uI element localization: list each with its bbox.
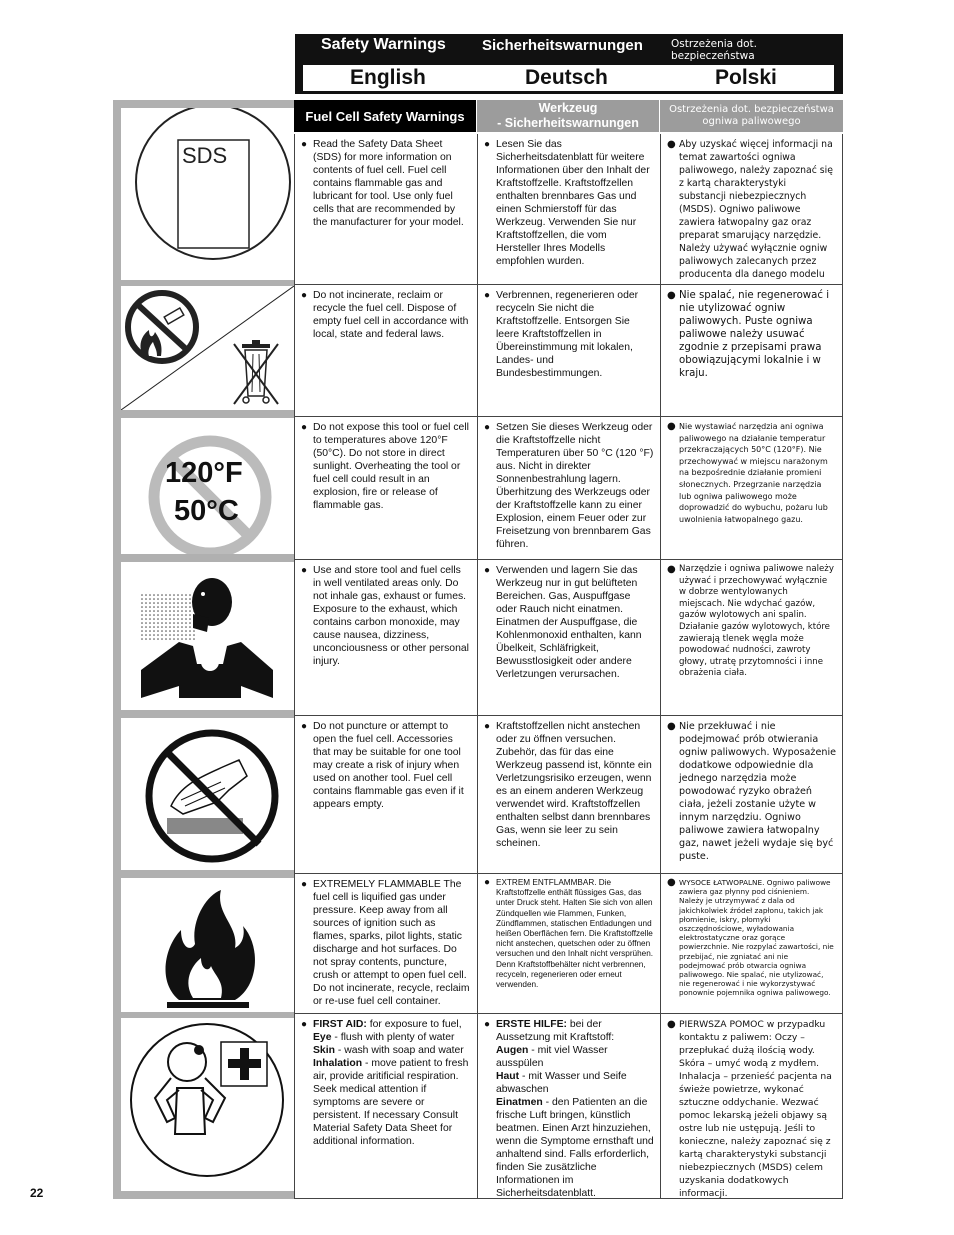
row4-deutsch: ● Verwenden und lagern Sie das Werkzeug nur in gut belüfteten Bereichen. Gas, Auspuffgase oder Rauch nicht einatmen. Einatmen der Auspuffgase, die Kohlenmonoxid enthalten, kann Übelkeit, Schläfrigkeit, Bewusstlosigkeit oder andere Verletzungen verursachen.: [477, 560, 660, 716]
row6-english: ● EXTREMELY FLAMMABLE The fuel cell is liquified gas under pressure. Keep away from all sources of ignition such as flames, sparks, pilot lights, static discharge and hot surfaces. Do not spray contents, puncture, crush or attempt to open fuel cell. Do not incinerate, recycle, reclaim or re-use fuel cell container.: [294, 874, 477, 1014]
row3-deutsch: ● Setzen Sie dieses Werkzeug oder die Kraftstoffzelle nicht Temperaturen über 50 °C (120 °F) aus. Nicht in direkter Sonnenbestrahlung lagern. Überhitzung des Werkzeugs oder der Kraftstoffzelle kann zu einer Explosion, einem Feuer oder zur Freisetzung von brennbarem Gas führen.: [477, 417, 660, 560]
sds-icon-cell: [121, 108, 294, 280]
row2-english: ● Do not incinerate, reclaim or recycle the fuel cell. Dispose of empty fuel cell in accordance with local, state and federal laws.: [294, 285, 477, 417]
row5-deutsch: ● Kraftstoffzellen nicht anstechen oder zu öffnen versuchen. Zubehör, das für das eine Werkzeug passend ist, könnte ein Verletzungsrisiko erzeugen, wenn es an einem anderen Werkzeug verwendet wird. Kraftstoffzellen enthalten selbst dann brennbares Gas, wenn sie leer zu sein scheinen.: [477, 716, 660, 874]
language-bar: [303, 65, 834, 91]
safety-warnings-de: Sicherheitswarnungen: [482, 37, 643, 54]
row1-english: ● Read the Safety Data Sheet (SDS) for more information on contents of fuel cell. Fuel cell contains flammable gas and lubricant for tool. Use only fuel cells that are recommended by the manufacturer for your model.: [294, 134, 477, 285]
temperature-icon-cell: [121, 418, 294, 554]
crossed-bin-icon: [234, 340, 278, 404]
lang-english: English: [350, 66, 426, 89]
temp-fahrenheit: 120°F: [165, 457, 243, 489]
column-header-polski: Ostrzeżenia dot. bezpieczeństwa ogniwa paliwowego: [660, 100, 843, 132]
no-incinerate-icon: [121, 286, 294, 410]
row6-polski: ● WYSOCE ŁATWOPALNE. Ogniwo paliwowe zawiera gaz płynny pod ciśnieniem. Należy je utrzymywać z dala od jakichkolwiek źródeł zapłonu, takich jak płomienie, iskry, płomyki oszczędnościowe, wyładowania elektrostatyczne oraz gorące powierzchnie. Nie rozpylać zawartości, nie przebijać, nie zgniatać ani nie podejmować prób otwarcia ogniwa paliwowego. Nie spalać, nie utylizować, nie regenerować i nie wykorzystywać ponownie pojemnika ogniwa paliwowego.: [660, 874, 843, 1014]
first-aid-icon-cell: [121, 1018, 294, 1191]
flame-icon: [121, 878, 294, 1012]
column-header-deutsch: Werkzeug - Sicherheitswarnungen: [477, 100, 659, 132]
no-incinerate-icon-cell: [121, 286, 294, 410]
lang-polski: Polski: [715, 66, 777, 89]
row2-deutsch: ● Verbrennen, regenerieren oder recyceln Sie nicht die Kraftstoffzelle. Entsorgen Sie leere Kraftstoffzellen in Übereinstimmung mit lokalen, Landes- und Bundesbestimmungen.: [477, 285, 660, 417]
safety-warnings-en: Safety Warnings: [321, 36, 446, 53]
no-puncture-icon-cell: [121, 718, 294, 870]
no-puncture-icon: [121, 718, 294, 870]
row7-deutsch: ● ERSTE HILFE: bei der Aussetzung mit Kraftstoff: Augen - mit viel Wasser ausspülen Haut - mit Wasser und Seife abwaschen Einatmen - den Patienten an die frische Luft bringen, künstlich beatmen. Einen Arzt hinzuziehen, wenn die Symptome ernsthaft und anhaltend sind. Falls erforderlich, finden Sie zusätzliche Informationen im Sicherheitsdatenblatt.: [477, 1014, 660, 1199]
no-heat-icon: [121, 418, 294, 554]
row7-english: ● FIRST AID: for exposure to fuel, Eye - flush with plenty of water Skin - wash with soap and water Inhalation - move patient to fresh air, provide aritificial respiration. Seek medical attention if symptoms are severe or persistent. If necessary Consult Material Safety Data Sheet for additional information.: [294, 1014, 477, 1199]
page-header: [295, 34, 843, 94]
lang-deutsch: Deutsch: [525, 66, 608, 89]
row4-english: ● Use and store tool and fuel cells in well ventilated areas only. Do not inhale gas, exhaust or fumes. Exposure to the exhaust, which contains carbon monoxide, may cause nausea, dizziness, unconciousness or other personal injury.: [294, 560, 477, 716]
row2-polski: ● Nie spalać, nie regenerować i nie utylizować ogniw paliwowych. Puste ogniwa paliwowe należy usuwać zgodnie z przepisami prawa obowiązującymi lokalnie i w kraju.: [660, 285, 843, 417]
row3-english: ● Do not expose this tool or fuel cell to temperatures above 120°F (50°C). Do not store in direct sunlight. Overheating the tool or fuel cell could result in an explosion, fire or release of flammable gas.: [294, 417, 477, 560]
warnings-table: [113, 100, 843, 1199]
icon-column: [113, 100, 294, 1199]
inhalation-hazard-icon: [121, 562, 294, 710]
row1-polski: ● Aby uzyskać więcej informacji na temat zawartości ogniwa paliwowego, należy zapoznać się z kartą charakterystyki substancji niebezpiecznych (MSDS). Ogniwo paliwowe zawiera łatwopalny gaz oraz preparat smarujący narzędzie. Należy używać wyłącznie ogniw paliwowych zalecanych przez producenta dla danego modelu: [660, 134, 843, 285]
row5-polski: ● Nie przekłuwać i nie podejmować prób otwierania ogniw paliwowych. Wyposażenie dodatkowe odpowiednie dla jednego narzędzia może powodować ryzyko obrażeń ciała, jeżeli zostanie użyte w innym narzędziu. Ogniwo paliwowe zawiera łatwopalny gaz, nawet jeżeli wydaje się być puste.: [660, 716, 843, 874]
sds-label: SDS: [182, 143, 228, 168]
ventilation-icon-cell: [121, 562, 294, 710]
column-header-english: Fuel Cell Safety Warnings: [294, 100, 476, 132]
row7-polski: ● PIERWSZA POMOC w przypadku kontaktu z paliwem: Oczy – przepłukać dużą ilością wody. Skóra – umyć wodą z mydłem. Inhalacja – przenieść pacjenta na świeże powietrze, wykonać sztuczne oddychanie. Wezwać pomoc lekarską jeżeli objawy są ostre lub nie ustępują. Jeśli to konieczne, należy zapoznać się z kartą charakterystyki substancji niebezpiecznych (MSDS) celem uzyskania dodatkowych informacji.: [660, 1014, 843, 1199]
row4-polski: ● Narzędzie i ogniwa paliwowe należy używać i przechowywać wyłącznie w dobrze wentylowanych miejscach. Nie wdychać gazów, gazów wylotowych ani spalin. Działanie gazów wylotowych, które zawierają tlenek węgla może powodować nudności, zawroty głowy, utratę przytomności i inne obrażenia ciała.: [660, 560, 843, 716]
row6-deutsch: ● EXTREM ENTFLAMMBAR. Die Kraftstoffzelle enthält flüssiges Gas, das unter Druck steht. Halten Sie sich von allen Zündquellen wie Flammen, Funken, Zündflammen, statischen Entladungen und heißen Oberflächen fern. Die Kraftstoffzelle nicht anstechen, quetschen oder zu öffnen versuchen und den Inhalt nicht versprühen. Denn Kraftstoffbehälter nicht verbrennen, recyceln, regenerieren oder erneut verwenden.: [477, 874, 660, 1014]
safety-warnings-pl: Ostrzeżenia dot. bezpieczeństwa: [671, 38, 757, 62]
row3-polski: ● Nie wystawiać narzędzia ani ogniwa paliwowego na działanie temperatur przekraczających 50°C (120°F). Nie przechowywać w miejscu narażonym na bezpośrednie działanie promieni słonecznych. Przegrzanie narzędzia lub ogniwa paliwowego może doprowadzić do wybuchu, pożaru lub uwolnienia łatwopalnego gazu.: [660, 417, 843, 560]
flammable-icon-cell: [121, 878, 294, 1012]
row1-deutsch: ● Lesen Sie das Sicherheitsdatenblatt für weitere Informationen über den Inhalt der Kraftstoffzelle. Kraftstoffzellen enthalten brennbares Gas und einen Schmierstoff für das Werkzeug. Verwenden Sie nur Kraftstoffzellen, die vom Hersteller Ihres Modells empfohlen wurden.: [477, 134, 660, 285]
first-aid-icon: [121, 1018, 294, 1191]
sds-icon: [121, 108, 294, 280]
row5-english: ● Do not puncture or attempt to open the fuel cell. Accessories that may be suitable for one tool may create a risk of injury when used on another tool. Fuel cell contains flammable gas even if it appears empty.: [294, 716, 477, 874]
temp-celsius: 50°C: [174, 495, 239, 527]
page-number: 22: [30, 1186, 44, 1200]
